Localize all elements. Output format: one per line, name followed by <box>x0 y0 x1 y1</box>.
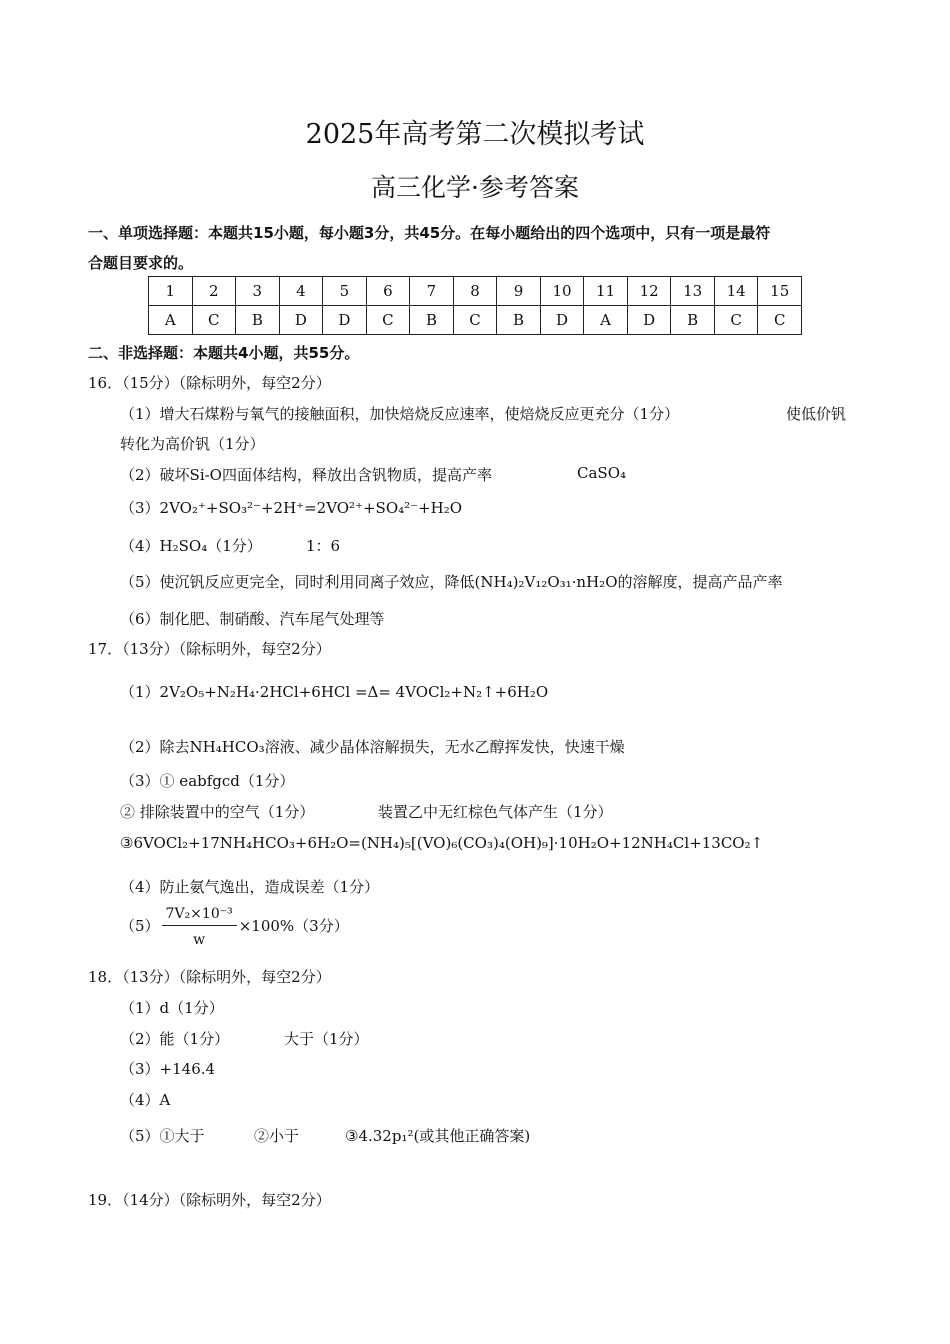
q19-header: 19．（14分）（除标明外，每空2分） <box>88 1191 331 1209</box>
q17-answer-3-part2-cont: 装置乙中无红棕色气体产生（1分） <box>378 803 613 821</box>
answer-table <box>148 276 802 335</box>
question-number: 1 <box>149 277 193 306</box>
section1-instructions-line2: 合题目要求的。 <box>88 254 194 272</box>
q16-answer-3-equation: （3）2VO₂⁺+SO₃²⁻+2H⁺=2VO²⁺+SO₄²⁻+H₂O <box>120 499 463 517</box>
answer-cell: C <box>453 306 497 335</box>
answer-cell: C <box>366 306 410 335</box>
q17-answer-5-prefix: （5） <box>120 917 160 935</box>
q17-answer-2: （2）除去NH₄HCO₃溶液、减少晶体溶解损失，无水乙醇挥发快，快速干燥 <box>120 738 625 756</box>
answer-cell: B <box>671 306 715 335</box>
q17-answer-3-equation: ③6VOCl₂+17NH₄HCO₃+6H₂O=(NH₄)₅[(VO)₆(CO₃)₄(OH)₉]·10H₂O+12NH₄Cl+13CO₂↑ <box>120 834 764 852</box>
q16-answer-1-line2: 转化为高价钒（1分） <box>120 435 265 453</box>
question-number: 15 <box>758 277 802 306</box>
answer-cell: D <box>540 306 584 335</box>
section1-instructions-line1: 一、单项选择题：本题共15小题，每小题3分，共45分。在每小题给出的四个选项中，只有一项是最符 <box>88 224 771 242</box>
answer-cell: C <box>192 306 236 335</box>
q16-answer-1: （1）增大石煤粉与氧气的接触面积，加快焙烧反应速率，使焙烧反应更充分（1分） <box>120 405 680 423</box>
q16-answer-6: （6）制化肥、制硝酸、汽车尾气处理等 <box>120 610 385 628</box>
q18-answer-2-cont: 大于（1分） <box>284 1030 369 1048</box>
q16-answer-1-cont: 使低价钒 <box>786 405 847 423</box>
answer-table-number-row <box>149 277 802 306</box>
q18-answer-3: （3）+146.4 <box>120 1060 216 1078</box>
answer-cell: A <box>149 306 193 335</box>
page-subtitle: 高三化学·参考答案 <box>371 173 579 202</box>
fraction-denominator: w <box>193 932 206 948</box>
q18-answer-5: （5）①大于 <box>120 1127 205 1145</box>
answer-cell: D <box>627 306 671 335</box>
question-number: 5 <box>323 277 367 306</box>
question-number: 6 <box>366 277 410 306</box>
question-number: 9 <box>497 277 541 306</box>
question-number: 11 <box>584 277 628 306</box>
q17-answer-5-suffix: ×100%（3分） <box>238 917 349 935</box>
question-number: 7 <box>410 277 454 306</box>
section2-heading: 二、非选择题：本题共4小题，共55分。 <box>88 344 360 362</box>
q18-answer-4: （4）A <box>120 1091 171 1109</box>
answer-cell: A <box>584 306 628 335</box>
q17-answer-1-equation: （1）2V₂O₅+N₂H₄·2HCl+6HCl =Δ= 4VOCl₂+N₂↑+6H₂O <box>120 683 549 701</box>
page-title: 2025年高考第二次模拟考试 <box>305 119 645 150</box>
fraction-numerator: 7V₂×10⁻³ <box>162 906 237 926</box>
q18-header: 18．（13分）（除标明外，每空2分） <box>88 968 331 986</box>
q18-answer-5-part3: ③4.32p₁²(或其他正确答案) <box>345 1127 531 1145</box>
answer-cell: C <box>714 306 758 335</box>
question-number: 13 <box>671 277 715 306</box>
q17-answer-5-fraction <box>162 906 237 948</box>
answer-cell: D <box>323 306 367 335</box>
q17-header: 17．（13分）（除标明外，每空2分） <box>88 640 331 658</box>
question-number: 3 <box>236 277 280 306</box>
q18-answer-5-part2: ②小于 <box>254 1127 300 1145</box>
answer-cell: B <box>236 306 280 335</box>
question-number: 10 <box>540 277 584 306</box>
q17-answer-4: （4）防止氨气逸出，造成误差（1分） <box>120 878 380 896</box>
q16-answer-4: （4）H₂SO₄（1分） <box>120 537 262 555</box>
q16-answer-5: （5）使沉钒反应更完全，同时利用同离子效应，降低(NH₄)₂V₁₂O₃₁·nH₂O的溶解度，提高产品产率 <box>120 573 783 591</box>
answer-cell: D <box>279 306 323 335</box>
q18-answer-1: （1）d（1分） <box>120 999 224 1017</box>
question-number: 14 <box>714 277 758 306</box>
question-number: 12 <box>627 277 671 306</box>
q17-answer-5 <box>120 906 349 948</box>
question-number: 4 <box>279 277 323 306</box>
question-number: 8 <box>453 277 497 306</box>
answer-cell: B <box>410 306 454 335</box>
answer-table-answer-row <box>149 306 802 335</box>
q16-answer-4-ratio: 1：6 <box>306 537 341 555</box>
q16-answer-2: （2）破坏Si-O四面体结构，释放出含钒物质，提高产率 <box>120 466 492 484</box>
q18-answer-2: （2）能（1分） <box>120 1030 230 1048</box>
q16-header: 16．（15分）（除标明外，每空2分） <box>88 374 331 392</box>
q16-answer-2-formula: CaSO₄ <box>577 464 627 482</box>
question-number: 2 <box>192 277 236 306</box>
answer-cell: C <box>758 306 802 335</box>
answer-cell: B <box>497 306 541 335</box>
q17-answer-3: （3）① eabfgcd（1分） <box>120 772 295 790</box>
q17-answer-3-part2: ② 排除装置中的空气（1分） <box>120 803 315 821</box>
